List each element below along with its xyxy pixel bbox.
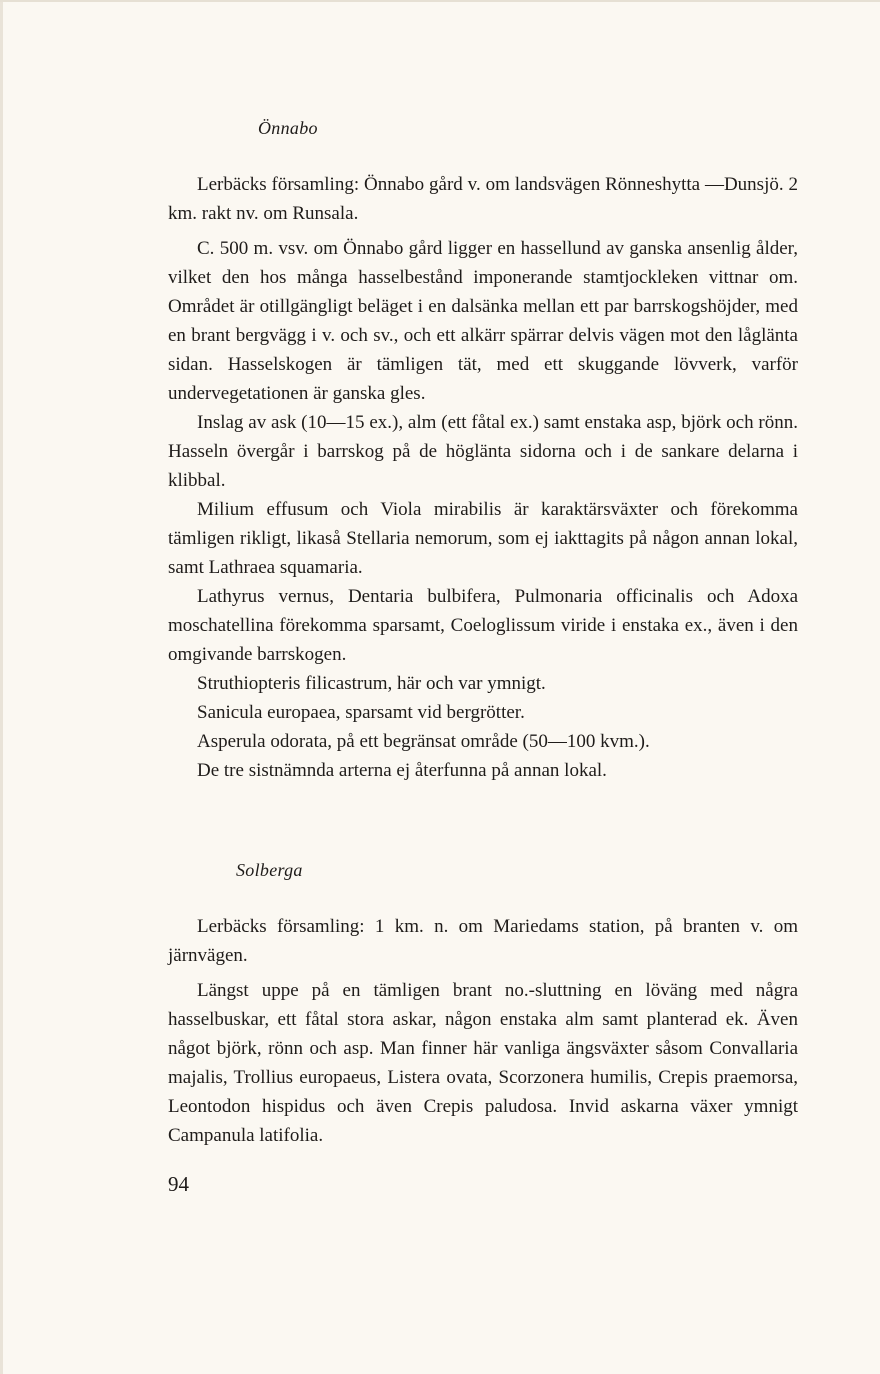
- body-paragraph: Struthiopteris filicastrum, här och var ymnigt.: [197, 673, 546, 694]
- body-paragraph: Asperula odorata, på ett begränsat område (50—100 kvm.).: [197, 731, 650, 752]
- body-paragraph: Sanicula europaea, sparsamt vid bergrötter.: [197, 702, 525, 723]
- location-paragraph: Lerbäcks församling: Önnabo gård v. om landsvägen Rönneshytta —Dunsjö. 2 km. rakt nv. om Runsala.: [168, 174, 798, 224]
- section-title-solberga: Solberga: [236, 860, 303, 880]
- body-paragraph: Längst uppe på en tämligen brant no.-sluttning en löväng med några hasselbuskar, ett fåtal stora askar, någon enstaka alm samt planterad ek. Även något björk, rönn och asp. Man finner här vanliga ängsväxter såsom Convallaria majalis, Trollius europaeus, Listera ovata, Scorzonera humilis, Crepis praemorsa, Leontodon hispidus och även Crepis paludosa. Invid askarna växer ymnigt Campanula latifolia.: [168, 980, 798, 1146]
- location-paragraph: Lerbäcks församling: 1 km. n. om Mariedams station, på branten v. om järnvägen.: [168, 916, 798, 966]
- body-paragraph: Lathyrus vernus, Dentaria bulbifera, Pulmonaria officinalis och Adoxa moschatellina förekomma sparsamt, Coeloglissum viride i enstaka ex., även i den omgivande barrskogen.: [168, 586, 798, 665]
- body-paragraph: De tre sistnämnda arterna ej återfunna på annan lokal.: [197, 760, 607, 781]
- page-number: 94: [168, 1172, 189, 1196]
- body-paragraph: C. 500 m. vsv. om Önnabo gård ligger en hassellund av ganska ansenlig ålder, vilket den hos många hasselbestånd imponerande stamtjockleken vittnar om. Området är otillgängligt beläget i en dalsänka mellan ett par barrskogshöjder, med en brant bergvägg i v. och sv., och ett alkärr spärrar delvis vägen mot den låglänta sidan. Hasselskogen är tämligen tät, med ett skuggande lövverk, varför undervegetationen är ganska gles.: [168, 238, 798, 404]
- section-title-onnabo: Önnabo: [258, 118, 318, 138]
- body-paragraph: Inslag av ask (10—15 ex.), alm (ett fåtal ex.) samt enstaka asp, björk och rönn. Hasseln övergår i barrskog på de högläntа sidorna och i de sankare delarna i klibbal.: [168, 412, 798, 491]
- section-body-onnabo: [168, 170, 798, 785]
- section-body-solberga: [168, 912, 798, 1150]
- page-top-edge: [0, 0, 880, 2]
- body-paragraph: Milium effusum och Viola mirabilis är karaktärsväxter och förekomma tämligen rikligt, likaså Stellaria nemorum, som ej iakttagits på någon annan lokal, samt Lathraea squamaria.: [168, 499, 798, 578]
- page-left-edge: [0, 0, 3, 1374]
